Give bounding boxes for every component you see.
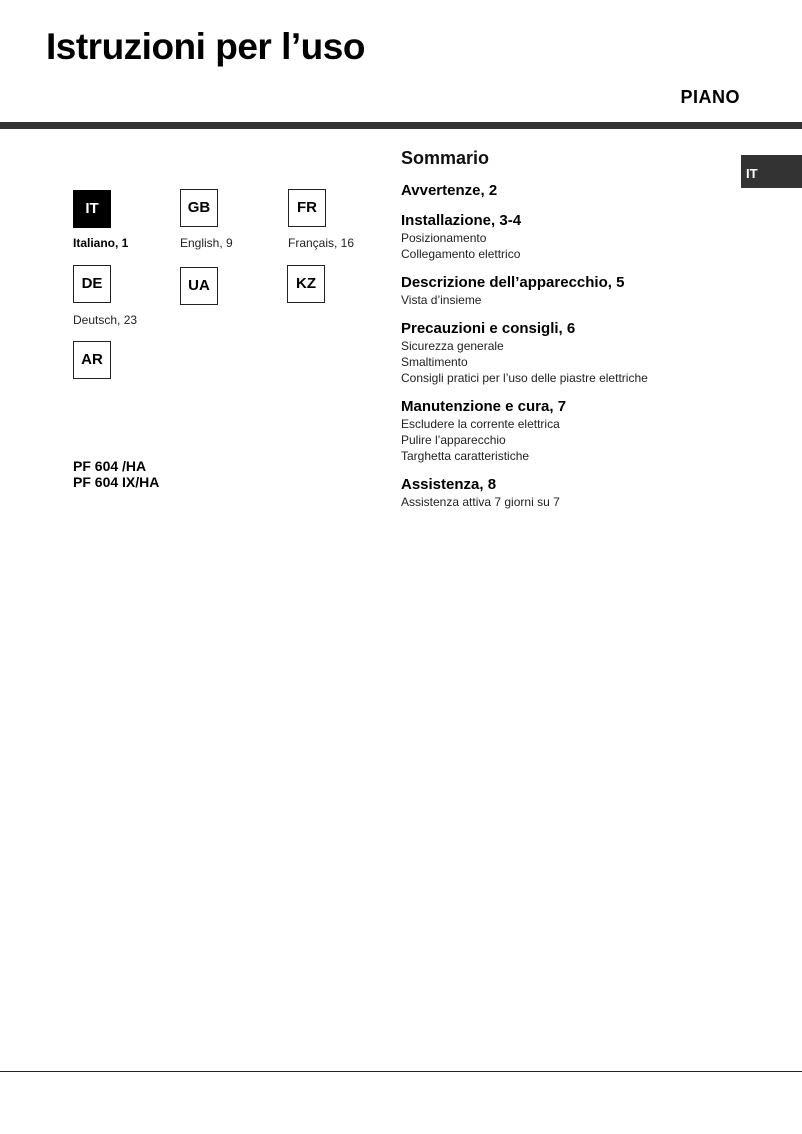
language-box-it[interactable]: IT bbox=[73, 190, 111, 228]
language-caption-fr: Français, 16 bbox=[288, 236, 355, 250]
language-box-gb[interactable]: GB bbox=[180, 189, 218, 227]
toc-item[interactable]: Consigli pratici per l’uso delle piastre elettriche bbox=[401, 371, 648, 385]
toc-section bbox=[401, 212, 731, 262]
language-box-kz[interactable]: KZ bbox=[287, 265, 325, 303]
toc-heading[interactable]: Precauzioni e consigli, 6 bbox=[401, 320, 576, 337]
table-of-contents bbox=[401, 148, 731, 522]
toc-heading[interactable]: Assistenza, 8 bbox=[401, 476, 497, 493]
toc-item[interactable]: Collegamento elettrico bbox=[401, 247, 521, 261]
toc-item[interactable]: Pulire l’apparecchio bbox=[401, 433, 506, 447]
toc-item[interactable]: Targhetta caratteristiche bbox=[401, 449, 530, 463]
toc-heading[interactable]: Installazione, 3-4 bbox=[401, 212, 522, 229]
toc-item[interactable]: Vista d’insieme bbox=[401, 293, 482, 307]
toc-item[interactable]: Posizionamento bbox=[401, 231, 487, 245]
language-caption-de: Deutsch, 23 bbox=[73, 313, 138, 327]
header-divider bbox=[0, 122, 802, 129]
language-caption-gb: English, 9 bbox=[180, 236, 233, 250]
toc-heading[interactable]: Manutenzione e cura, 7 bbox=[401, 398, 567, 415]
toc-section bbox=[401, 320, 731, 386]
language-box-ua[interactable]: UA bbox=[180, 267, 218, 305]
toc-section bbox=[401, 476, 731, 510]
toc-section bbox=[401, 398, 731, 464]
toc-item[interactable]: Assistenza attiva 7 giorni su 7 bbox=[401, 495, 560, 509]
toc-heading[interactable]: Avvertenze, 2 bbox=[401, 182, 498, 199]
toc-item[interactable]: Sicurezza generale bbox=[401, 339, 504, 353]
footer-divider bbox=[0, 1071, 802, 1072]
toc-heading[interactable]: Descrizione dell’apparecchio, 5 bbox=[401, 274, 625, 291]
language-caption-it: Italiano, 1 bbox=[73, 236, 129, 250]
language-box-de[interactable]: DE bbox=[73, 265, 111, 303]
page-title: Istruzioni per l’uso bbox=[46, 26, 365, 67]
model-list bbox=[73, 458, 159, 490]
model-number: PF 604 IX/HA bbox=[73, 474, 160, 490]
toc-title: Sommario bbox=[401, 148, 490, 168]
language-side-tab: IT bbox=[741, 155, 802, 188]
model-number: PF 604 /HA bbox=[73, 458, 147, 474]
language-box-fr[interactable]: FR bbox=[288, 189, 326, 227]
language-box-ar[interactable]: AR bbox=[73, 341, 111, 379]
toc-section bbox=[401, 274, 731, 308]
toc-item[interactable]: Smaltimento bbox=[401, 355, 468, 369]
toc-item[interactable]: Escludere la corrente elettrica bbox=[401, 417, 560, 431]
product-category: PIANO bbox=[680, 87, 740, 107]
toc-section bbox=[401, 182, 731, 200]
